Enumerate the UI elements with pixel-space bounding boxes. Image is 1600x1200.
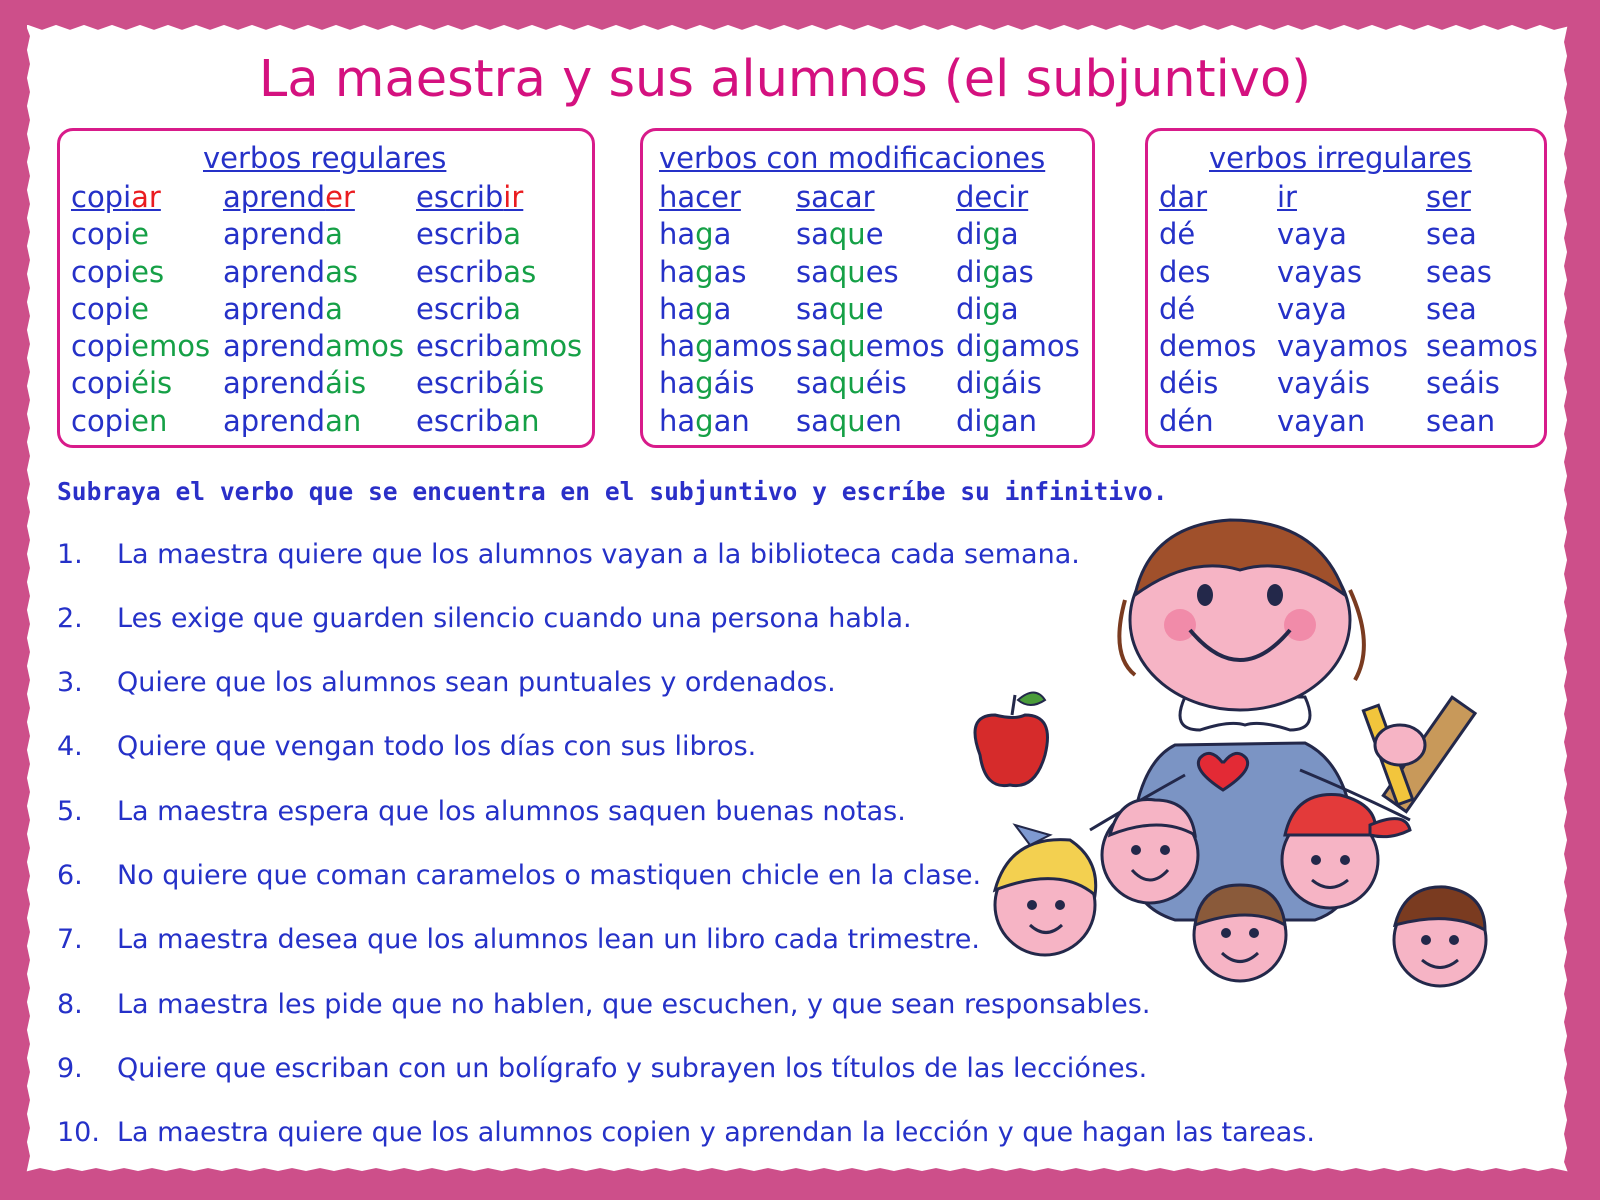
child-face-1 [995,825,1096,955]
conjugation-cell: escribas [416,254,537,289]
teacher-children-illustration [960,515,1540,1015]
conjugation-cell: dé [1159,217,1196,252]
conjugation-cell: escriban [416,403,540,438]
apple-icon [975,693,1048,786]
conjugation-cell: saque [796,217,884,252]
conjugation-cell: saquemos [796,329,945,364]
sentence-text: Quiere que los alumnos sean puntuales y ordenados. [117,667,836,698]
conjugation-cell: diga [956,217,1019,252]
conjugation-cell: vaya [1277,291,1347,326]
exercise-sentence [57,603,912,634]
conjugation-cell: des [1159,254,1211,289]
conjugation-cell: digáis [956,366,1042,401]
modified-verbs-table [640,128,1095,448]
infinitive-cell: escribir [416,180,524,214]
exercise-sentence [57,924,980,955]
ruler-pencil-icon [1363,697,1475,811]
sentence-text: No quiere que coman caramelos o mastiquen chicle en la clase. [117,860,982,891]
sentence-text: Quiere que escriban con un bolígrafo y subrayen los títulos de las lecciónes. [117,1053,1148,1084]
conjugation-cell: aprenda [223,217,343,252]
conjugation-cell: digas [956,254,1034,289]
conjugation-cell: escriba [416,291,522,326]
conjugation-cell: seáis [1426,366,1500,401]
infinitive-cell: copiar [71,180,161,214]
sentence-number: 1. [57,539,83,570]
sentence-text: La maestra espera que los alumnos saquen buenas notas. [117,796,906,827]
conjugation-cell: aprendas [223,254,358,289]
instructions: Subraya el verbo que se encuentra en el subjuntivo y escríbe su infinitivo. [57,477,1168,506]
sentence-text: La maestra desea que los alumnos lean un libro cada trimestre. [117,924,980,955]
conjugation-cell: digan [956,403,1038,438]
sentence-number: 8. [57,989,83,1020]
verb-column-dar [1159,179,1256,440]
verb-column-copiar [71,179,210,440]
conjugation-cell: saquen [796,403,902,438]
exercise-sentence [57,796,906,827]
sentence-number: 5. [57,796,83,827]
verb-column-ir [1277,179,1408,440]
sentence-text: La maestra les pide que no hablen, que escuchen, y que sean responsables. [117,989,1151,1020]
verb-column-aprender [223,179,404,440]
infinitive-cell: dar [1159,180,1208,214]
exercise-sentence [57,1053,1147,1084]
table-heading: verbos con modificaciones [659,141,1046,175]
sentence-number: 10. [57,1117,100,1148]
conjugation-cell: hagas [659,254,747,289]
conjugation-cell: demos [1159,329,1257,364]
conjugation-cell: vayan [1277,403,1366,438]
infinitive-cell: hacer [659,180,741,214]
exercise-sentence [57,731,756,762]
conjugation-cell: vayas [1277,254,1362,289]
conjugation-cell: copies [71,254,165,289]
conjugation-cell: déis [1159,366,1219,401]
conjugation-cell: copiemos [71,329,211,364]
conjugation-cell: copien [71,403,168,438]
conjugation-cell: aprenda [223,291,343,326]
conjugation-cell: aprendan [223,403,362,438]
verb-column-decir [956,179,1080,440]
conjugation-cell: aprendamos [223,329,404,364]
conjugation-cell: saques [796,254,899,289]
conjugation-cell: vayáis [1277,366,1371,401]
conjugation-cell: sea [1426,291,1477,326]
conjugation-cell: hagan [659,403,750,438]
verb-column-hacer [659,179,792,440]
conjugation-cell: copiéis [71,366,173,401]
verb-column-escribir [416,179,582,440]
conjugation-cell: copie [71,291,149,326]
sentence-number: 9. [57,1053,83,1084]
conjugation-cell: seas [1426,254,1492,289]
conjugation-cell: escribamos [416,329,583,364]
sentence-number: 3. [57,667,83,698]
conjugation-cell: saquéis [796,366,907,401]
verb-column-sacar [796,179,945,440]
conjugation-cell: haga [659,217,732,252]
verb-column-ser [1426,179,1538,440]
conjugation-cell: aprendáis [223,366,367,401]
sentence-number: 2. [57,603,83,634]
conjugation-cell: escriba [416,217,522,252]
conjugation-cell: digamos [956,329,1080,364]
sentence-number: 4. [57,731,83,762]
exercise-sentence [57,667,836,698]
conjugation-cell: saque [796,291,884,326]
table-heading: verbos regulares [203,141,447,175]
sentence-text: La maestra quiere que los alumnos copien y aprendan la lección y que hagan las tareas. [117,1117,1315,1148]
conjugation-cell: dé [1159,291,1196,326]
table-heading: verbos irregulares [1209,141,1472,175]
conjugation-cell: hagamos [659,329,793,364]
conjugation-cell: escribáis [416,366,545,401]
conjugation-cell: sea [1426,217,1477,252]
exercise-sentence [57,539,1080,570]
infinitive-cell: aprender [223,180,355,214]
child-face-3 [1194,885,1286,981]
regular-verbs-table [57,128,595,448]
infinitive-cell: ser [1426,180,1471,214]
exercise-sentence [57,860,981,891]
sentence-text: Les exige que guarden silencio cuando una persona habla. [117,603,912,634]
conjugation-cell: hagáis [659,366,755,401]
conjugation-cell: seamos [1426,329,1538,364]
sentence-text: Quiere que vengan todo los días con sus libros. [117,731,757,762]
conjugation-cell: haga [659,291,732,326]
infinitive-cell: decir [956,180,1029,214]
exercise-sentence [57,1117,1315,1148]
conjugation-cell: sean [1426,403,1496,438]
conjugation-cell: copie [71,217,149,252]
infinitive-cell: ir [1277,180,1297,214]
sentence-text: La maestra quiere que los alumnos vayan a la biblioteca cada semana. [117,539,1080,570]
child-face-5 [1394,887,1486,986]
conjugation-cell: dén [1159,403,1214,438]
sentence-number: 6. [57,860,83,891]
conjugation-cell: vayamos [1277,329,1408,364]
page-title: La maestra y sus alumnos (el subjuntivo) [258,50,1312,109]
infinitive-cell: sacar [796,180,875,214]
irregular-verbs-table [1145,128,1547,448]
conjugation-cell: vaya [1277,217,1347,252]
conjugation-cell: diga [956,291,1019,326]
sentence-number: 7. [57,924,83,955]
